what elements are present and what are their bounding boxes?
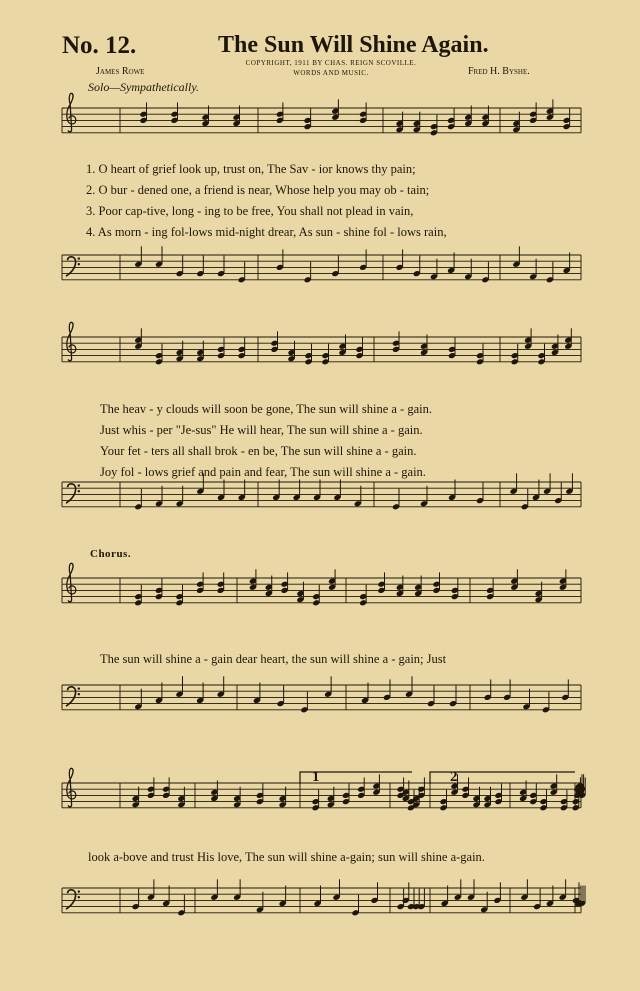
chorus-line-1: The sun will shine a - gain dear heart, the sun will shine a - gain; Just [100, 652, 447, 666]
copyright-notice [236, 58, 426, 78]
hymn-title: The Sun Will Shine Again. [218, 32, 489, 58]
lyricist: James Rowe [96, 66, 145, 77]
chorus-label: Chorus. [90, 548, 132, 560]
treble-clef-icon [67, 93, 76, 132]
verse-2-line-a: 2. O bur - dened one, a friend is near, Whose help you may ob - tain; [86, 183, 430, 197]
treble-staff [62, 783, 581, 808]
volta-brackets [300, 772, 575, 784]
chorus-line-2: look a-bove and trust His love, The sun will shine a-gain; sun will shine a-gain. [88, 850, 485, 864]
copyright-line-2: WORDS AND MUSIC. [293, 69, 369, 77]
treble-clef-icon [67, 322, 76, 361]
verse-1-line-a: 1. O heart of grief look up, trust on, The Sav - ior knows thy pain; [86, 162, 416, 176]
treble-clef-icon [67, 563, 76, 602]
treble-staff [62, 578, 581, 603]
ending-2-number: 2 [450, 769, 458, 785]
treble-clef-icon [67, 768, 76, 807]
composer: Fred H. Byshe. [468, 66, 530, 77]
verse-4-line-a: 4. As morn - ing fol-lows mid-night drear, As sun - shine fol - lows rain, [86, 225, 447, 239]
bass-staff [62, 482, 581, 507]
bass-staff [62, 255, 581, 280]
treble-staff [62, 108, 581, 133]
hymn-number: No. 12. [62, 32, 137, 59]
verse-3-line-b: Your fet - ters all shall brok - en be, The sun will shine a - gain. [100, 444, 417, 458]
bass-staff [62, 888, 581, 913]
ending-1-number: 1 [312, 769, 320, 785]
verse-4-line-b: Joy fol - lows grief and pain and fear, The sun will shine a - gain. [100, 465, 426, 479]
copyright-line-1: COPYRIGHT, 1911 BY CHAS. REIGN SCOVILLE. [245, 59, 417, 67]
verse-2-line-b: Just whis - per "Je-sus" He will hear, The sun will shine a - gain. [100, 423, 423, 437]
verse-1-line-b: The heav - y clouds will soon be gone, The sun will shine a - gain. [100, 402, 432, 416]
verse-3-line-a: 3. Poor cap-tive, long - ing to be free, You shall not plead in vain, [86, 204, 414, 218]
performance-direction: Solo—Sympathetically. [88, 80, 199, 94]
